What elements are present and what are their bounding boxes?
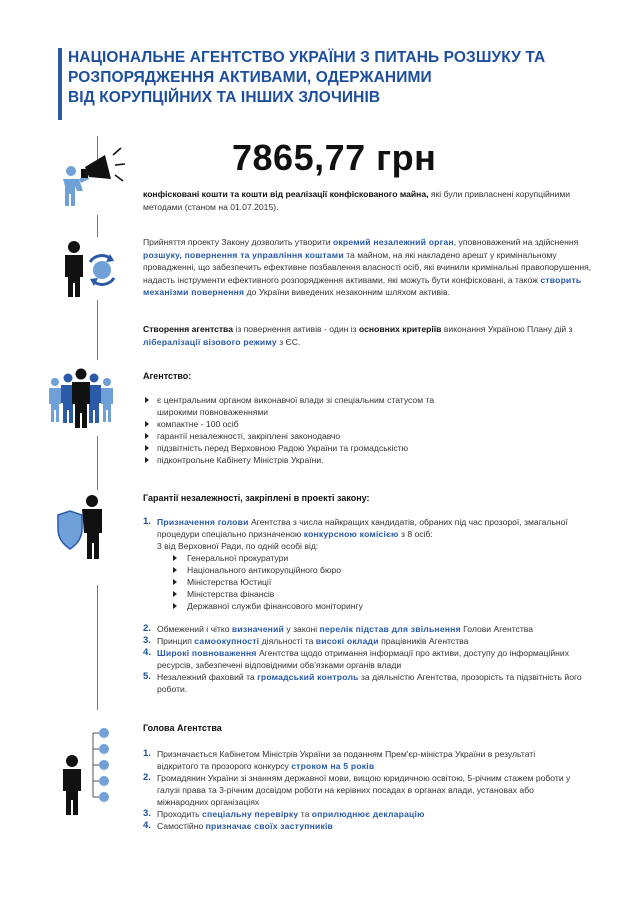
item-text: за діяльністю Агентства, прозорість та підзвітність його роботи.	[157, 672, 582, 694]
amount-description-bold: конфісковані кошти та кошти від реалізації конфіскованого майна,	[143, 189, 429, 199]
title-line-3: ВІД КОРУПЦІЙНИХ ТА ІНШИХ ЗЛОЧИНІВ	[68, 89, 381, 106]
list-item	[143, 647, 598, 671]
amount-description-rest: які були привласнені корупційними методами (станом на 01.07.2015).	[143, 189, 571, 212]
title-line-1: НАЦІОНАЛЬНЕ АГЕНТСТВО УКРАЇНИ З ПИТАНЬ РОЗШУКУ ТА	[68, 49, 546, 66]
list-item: підконтрольне Кабінету Міністрів України.	[143, 454, 463, 466]
guarantees-list	[143, 516, 598, 695]
item-number: 1.	[143, 748, 151, 759]
list-item	[143, 808, 573, 820]
project-text-3: та майном, на які накладено арешт у кримінальному провадженні, що забезпечить ефективне позбавлення власності осіб, які вчинили кримінальні правопорушення, надасть інструменти ефективного розпорядження активами, які можуть бути конфісковані, а також	[143, 249, 592, 285]
item-number: 2.	[143, 623, 151, 634]
item-text: у законі	[284, 624, 320, 634]
item-text: Принцип	[157, 636, 195, 646]
project-highlight-3: створить механізми повернення	[143, 274, 582, 298]
project-text-4: до України виведених незаконним шляхом активів.	[244, 287, 450, 298]
item-text: Громадянин України зі знанням державної мови, вищою юридичною освітою, 5-річним стажем роботи у галузі права та 3-річним досвідом роботи на керівних посадах в органах влади, установах або міжнародних організаціях	[157, 773, 571, 807]
list-item: Міністерства фінансів	[173, 588, 598, 600]
highlight: Широкі повноваження	[157, 648, 257, 658]
item-number: 3.	[143, 635, 151, 646]
highlight: високі оклади	[315, 636, 379, 646]
item-text: Самостійно	[157, 821, 206, 831]
connector-line	[97, 585, 98, 710]
list-item	[143, 623, 598, 635]
item-text: з 8 осіб:	[398, 529, 433, 539]
list-item: Державної служби фінансового моніторингу	[173, 600, 598, 612]
item-text: Агентства щодо отримання інформації про активи, доступу до інформаційних ресурсів, забезпечені відповідними обв'язками органів влади	[157, 648, 570, 670]
item-text: Незалежний фаховий та	[157, 672, 258, 682]
highlight: громадський контроль	[257, 672, 359, 682]
megaphone-person-icon	[57, 145, 131, 215]
item-text: діяльності та	[259, 636, 316, 646]
highlight: оприлюднює декларацію	[311, 809, 425, 819]
item-number: 4.	[143, 647, 151, 658]
project-text-1: Прийняття проекту Закону дозволить утворити	[143, 237, 333, 247]
amount-description	[143, 188, 583, 213]
head-heading: Голова Агентства	[143, 723, 222, 733]
list-item: Міністерства Юстиції	[173, 576, 598, 588]
guarantees-heading: Гарантії незалежності, закріплені в проекті закону:	[143, 493, 370, 503]
agency-heading: Агентство:	[143, 371, 192, 381]
item-text: Проходить	[157, 809, 203, 819]
list-item	[143, 748, 573, 772]
page-title	[68, 48, 628, 108]
list-item: гарантії незалежності, закріплені законодавчо	[143, 430, 463, 442]
agency-list	[143, 394, 463, 466]
list-item	[143, 516, 598, 612]
title-accent-bar	[58, 48, 62, 120]
creation-text-3: з ЄС.	[276, 336, 301, 347]
person-shield-icon	[56, 493, 108, 563]
confiscated-amount: 7865,77 грн	[232, 137, 437, 178]
item-text: Голови Агентства	[460, 624, 534, 634]
creation-highlight-1: лібералізації візового режиму	[143, 336, 277, 347]
highlight: Призначення голови	[157, 517, 249, 527]
item-text: Обмежений і чітко	[157, 624, 232, 634]
highlight: визначений	[231, 624, 285, 634]
project-text-2: , уповноважений на здійснення	[453, 237, 579, 247]
list-item: підзвітність перед Верховною Радою України та громадськістю	[143, 442, 463, 454]
highlight: самоокупності	[194, 636, 260, 646]
item-number: 4.	[143, 820, 151, 831]
highlight: конкурсною комісією	[303, 529, 399, 539]
highlight: призначає своїх заступників	[205, 821, 334, 831]
list-item: компактне - 100 осіб	[143, 418, 463, 430]
item-text: та	[298, 809, 312, 819]
connector-line	[97, 215, 98, 237]
item-number: 1.	[143, 516, 151, 527]
title-line-2: РОЗПОРЯДЖЕННЯ АКТИВАМИ, ОДЕРЖАНИМИ	[68, 69, 432, 86]
highlight: спеціальну перевірку	[202, 809, 299, 819]
creation-bold-1: Створення агентства	[143, 324, 234, 334]
creation-bold-2: основних критеріїв	[359, 324, 442, 334]
list-item	[143, 671, 598, 695]
project-paragraph	[143, 236, 595, 299]
item-number: 2.	[143, 772, 151, 783]
connector-line	[97, 436, 98, 490]
creation-paragraph	[143, 323, 595, 348]
highlight: перелік підстав для звільнення	[319, 624, 461, 634]
group-people-icon	[46, 368, 116, 430]
item-number: 5.	[143, 671, 151, 682]
head-list	[143, 748, 573, 832]
item-text: працівників Агентства	[378, 636, 469, 646]
person-refresh-globe-icon	[62, 240, 122, 300]
item-text: Агентства з числа найкращих кандидатів, обраних під час прозорої, змагальної процедури спеціально призначеною	[157, 517, 568, 539]
item-text: Призначається Кабінетом Міністрів України за поданням Прем'єр-міністра України в результаті відкритого та прозорого конкурсу	[157, 749, 536, 771]
connector-line	[97, 300, 98, 360]
person-hierarchy-icon	[60, 727, 110, 817]
highlight: строком на 5 років	[291, 761, 375, 771]
creation-text-1: із повернення активів - один із	[233, 324, 359, 334]
list-item	[143, 772, 573, 808]
project-highlight-2: розшуку, повернення та управління коштами	[143, 249, 344, 260]
list-item	[143, 635, 598, 647]
sub-list	[173, 552, 598, 612]
list-item: Генеральної прокуратури	[173, 552, 598, 564]
project-highlight-1: окремий незалежний орган	[332, 237, 454, 247]
list-item	[143, 820, 573, 832]
list-item: Національного антикорупційного бюро	[173, 564, 598, 576]
list-item: є центральним органом виконавчої влади зі спеціальним статусом та широкими повноваженнями	[143, 394, 463, 418]
creation-text-2: виконання Україною Плану дій з	[441, 324, 573, 334]
item-text: 3 від Верховної Ради, по одній особі від:	[157, 541, 319, 551]
item-number: 3.	[143, 808, 151, 819]
